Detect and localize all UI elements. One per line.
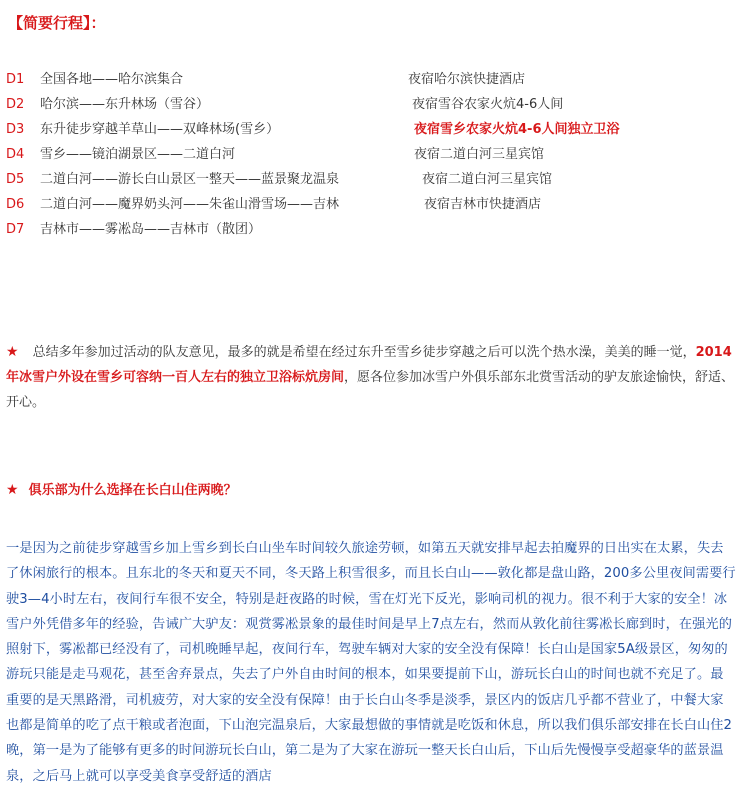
day-stay: 夜宿雪谷农家火炕4-6人间: [412, 97, 564, 112]
day-code: D7: [6, 222, 25, 237]
day-code: D1: [6, 72, 25, 87]
day-stay: 夜宿二道白河三星宾馆: [414, 147, 545, 162]
question-heading: [6, 479, 237, 498]
day-stay: 夜宿二道白河三星宾馆: [422, 172, 553, 187]
day-code: D6: [6, 197, 25, 212]
itinerary-row: [6, 194, 736, 216]
summary-highlight: 2014年冰雪户外设在雪乡可容纳一百人左右的独立卫浴标炕房间: [6, 345, 732, 385]
day-route: 二道白河——魔界奶头河——朱雀山滑雪场——吉林: [40, 197, 340, 212]
day-code: D5: [6, 172, 25, 187]
day-stay: 夜宿雪乡农家火炕4-6人间独立卫浴: [414, 122, 620, 137]
answer-paragraph: 一是因为之前徒步穿越雪乡加上雪乡到长白山坐车时间较久旅途劳顿，如第五天就安排早起去拍魔界的日出实在太累，失去了休闲旅行的根本。且东北的冬天和夏天不同，冬天路上积雪很多，而且长白山——敦化都是盘山路，200多公里夜间需要行驶3—4小时左右，夜间行车很不安全，特别是赶夜路的时候，雪在灯光下反光，影响司机的视力。很不利于大家的安全！冰雪户外凭借多年的经验，告诫广大驴友：观赏雾凇景象的最佳时间是早上7点左右，然而从敦化前往雾凇长廊到时，在强光的照射下，雾凇都已经没有了，司机晚睡早起，夜间行车，驾驶车辆对大家的安全没有保障！长白山是国家5A级景区，匆匆的游玩只能是走马观花，甚至舍弃景点，失去了户外自由时间的根本，如果要提前下山，游玩长白山的时间也就不充足了。最重要的是天黑路滑，司机疲劳，对大家的安全没有保障！由于长白山冬季是淡季，景区内的饭店几乎都不营业了，中餐大家也都是简单的吃了点干粮或者泡面，下山泡完温泉后，大家最想做的事情就是吃饭和休息，所以我们俱乐部安排在长白山住2晚，第一是为了能够有更多的时间游玩长白山，第二是为了大家在游玩一整天长白山后，下山后先慢慢享受超豪华的蓝景温泉，之后马上就可以享受美食享受舒适的酒店: [6, 541, 736, 784]
summary-text-2: ，愿各位参加冰雪户外俱乐部东北赏雪活动的驴友旅途愉快，舒适、开心。: [6, 370, 735, 410]
day-stay: 夜宿吉林市快捷酒店: [424, 197, 542, 212]
day-route: 东升徒步穿越羊草山——双峰林场(雪乡）: [40, 122, 280, 137]
itinerary-row: [6, 144, 736, 166]
itinerary-row: [6, 169, 736, 191]
day-stay: 夜宿哈尔滨快捷酒店: [408, 72, 526, 87]
itinerary-row: [6, 219, 736, 241]
day-route: 哈尔滨——东升林场（雪谷）: [40, 97, 210, 112]
star-icon: ★: [6, 482, 19, 498]
day-route: 全国各地——哈尔滨集合: [40, 72, 184, 87]
itinerary-row: [6, 69, 736, 91]
star-icon: ★: [6, 344, 19, 360]
day-route: 吉林市——雾凇岛——吉林市（散团）: [40, 222, 262, 237]
day-route: 二道白河——游长白山景区一整天——蓝景聚龙温泉: [40, 172, 340, 187]
section-title: 【简要行程】：: [8, 14, 106, 32]
summary-paragraph: [6, 340, 736, 415]
day-code: D4: [6, 147, 25, 162]
day-code: D3: [6, 122, 25, 137]
day-code: D2: [6, 97, 25, 112]
question-text: 俱乐部为什么选择在长白山住两晚？: [28, 483, 237, 498]
day-route: 雪乡——镜泊湖景区——二道白河: [40, 147, 236, 162]
itinerary-row: [6, 94, 736, 116]
itinerary-row: [6, 119, 736, 141]
summary-text-1: 总结多年参加过活动的队友意见，最多的就是希望在经过东升至雪乡徒步穿越之后可以洗个热水澡，美美的睡一觉，: [32, 345, 696, 360]
